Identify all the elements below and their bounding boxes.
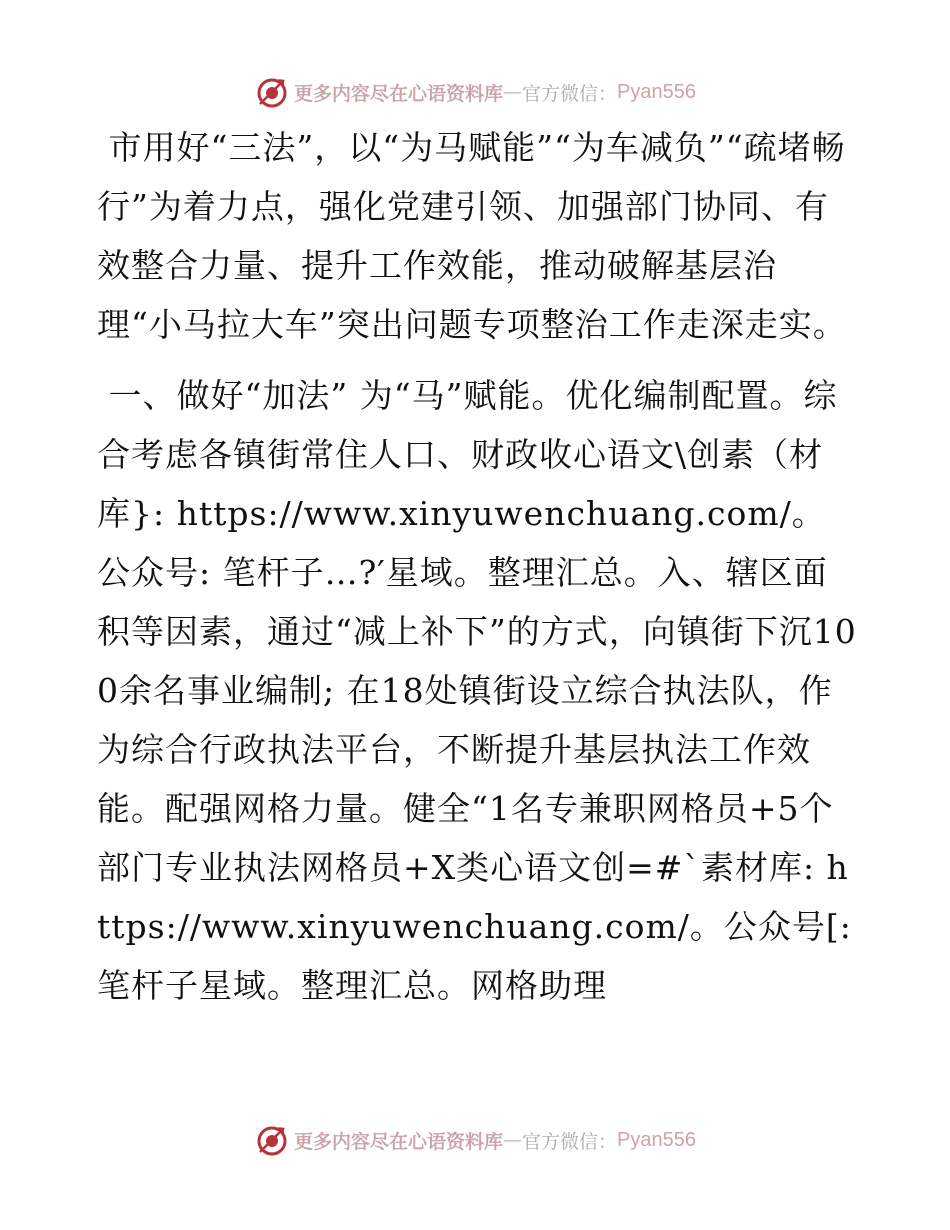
banner-wechat-id: Pyan556	[617, 80, 696, 103]
header-banner-inner	[254, 74, 696, 110]
quill-logo-icon	[254, 74, 290, 110]
document-body	[97, 118, 864, 1015]
footer-banner-inner	[254, 1122, 696, 1158]
header-banner	[0, 72, 950, 112]
banner-wechat-label: 官方微信：	[522, 1130, 618, 1153]
banner-wechat-label: 官方微信：	[522, 82, 618, 105]
footer-banner	[0, 1120, 950, 1160]
banner-slogan: 更多内容尽在心语资料库	[294, 1130, 504, 1153]
banner-wechat-id: Pyan556	[617, 1128, 696, 1151]
banner-separator: —	[503, 81, 523, 103]
banner-slogan: 更多内容尽在心语资料库	[294, 82, 504, 105]
quill-logo-icon	[254, 1122, 290, 1158]
banner-separator: —	[503, 1129, 523, 1151]
paragraph-section-one: 一、做好“加法” 为“马”赋能。优化编制配置。综合考虑各镇街常住人口、财政收心语文\创素（材库}: https://www.xinyuwenchuang.com/。公众号: 笔杆子…?′星域。整理汇总。入、辖区面积等因素，通过“减上补下”的方式，向镇街下沉100余名事业编制; 在18处镇街设立综合执法队，作为综合行政执法平台，不断提升基层执法工作效能。配强网格力量。健全“1名专兼职网格员+5个部门专业执法网格员+X类心语文创=#`素材库: https://www.xinyuwenchuang.com/。公众号[: 笔杆子星域。整理汇总。网格助理	[97, 376, 864, 1005]
paragraph-intro: 市用好“三法”，以“为马赋能”“为车减负”“疏堵畅行”为着力点，强化党建引领、加强部门协同、有效整合力量、提升工作效能，推动破解基层治理“小马拉大车”突出问题专项整治工作走深走实。	[97, 128, 847, 344]
